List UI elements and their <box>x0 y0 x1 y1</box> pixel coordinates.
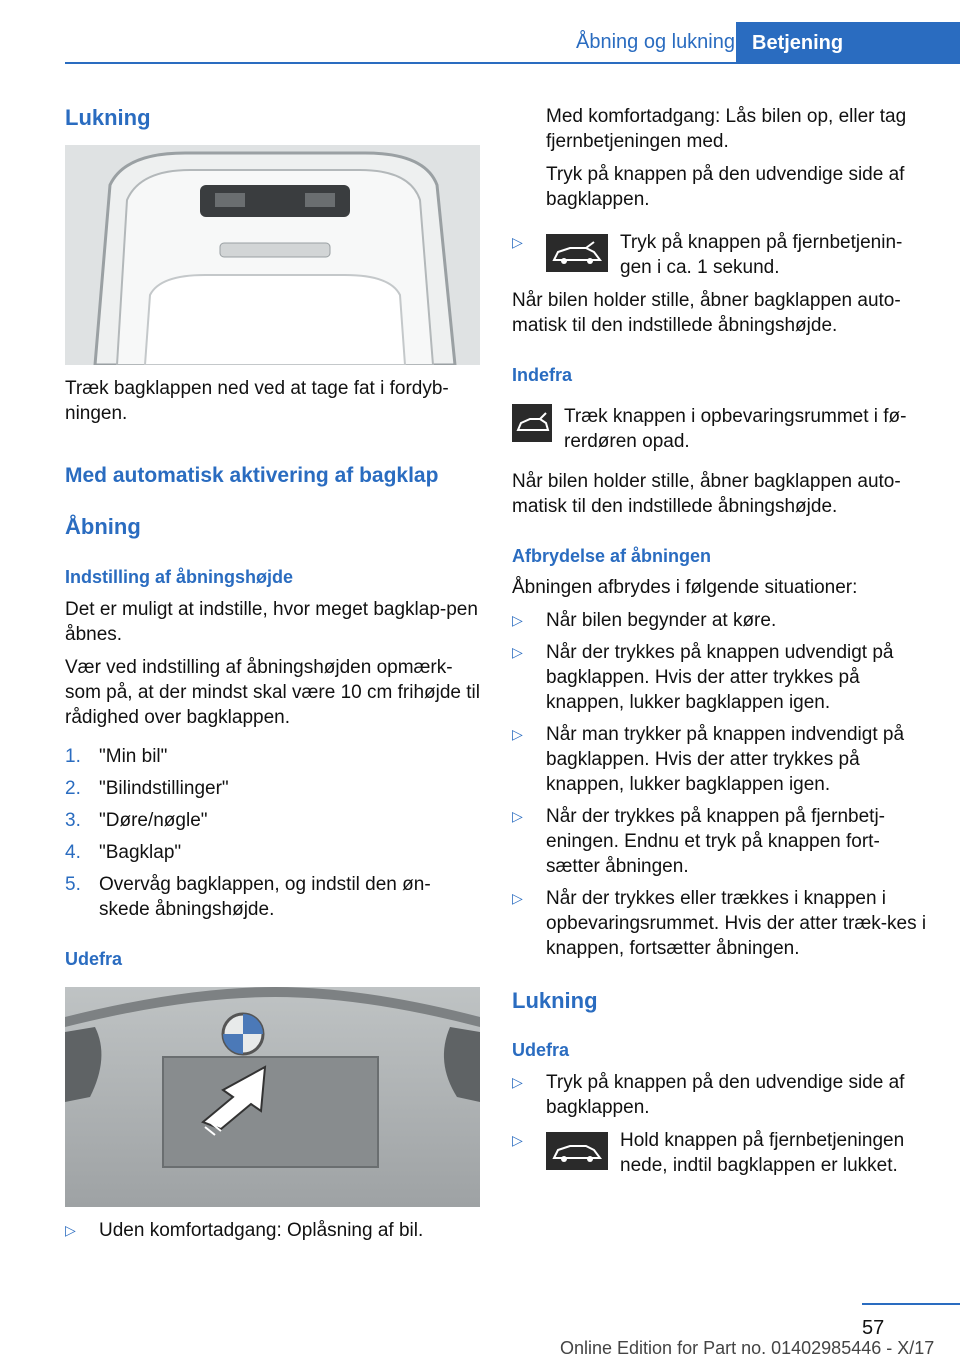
triangle-right-icon: ▷ <box>512 644 523 660</box>
car-tailgate-icon <box>546 234 608 272</box>
triangle-right-icon: ▷ <box>512 234 523 250</box>
triangle-right-icon: ▷ <box>512 1132 523 1148</box>
header-rule <box>65 62 960 64</box>
bullet-text: Uden komfortadgang: Oplåsning af bil. <box>99 1220 424 1241</box>
list-item <box>65 808 480 840</box>
header-tab <box>736 22 960 64</box>
step-text: "Døre/nøgle" <box>99 810 208 831</box>
triangle-right-icon: ▷ <box>512 726 523 742</box>
triangle-right-icon: ▷ <box>512 890 523 906</box>
paragraph-afbrydes: Åbningen afbrydes i følgende situationer: <box>512 577 858 598</box>
list-item <box>65 776 480 808</box>
paragraph-tryk: Tryk på knappen på den udvendige side af bagklappen. <box>546 164 905 210</box>
triangle-right-icon: ▷ <box>512 612 523 628</box>
paragraph-traek-knap: Træk knappen i opbevaringsrummet i fø-rerdøren opad. <box>564 406 907 452</box>
step-text: Overvåg bagklappen, og indstil den øn-skede åbningshøjde. <box>99 874 431 920</box>
figure-tailgate-outside <box>65 987 480 1207</box>
bullet-text: Hold knappen på fjernbetjeningen nede, indtil bagklappen er lukket. <box>620 1130 905 1176</box>
bullet-text: Tryk på knappen på den udvendige side af bagklappen. <box>546 1072 905 1118</box>
paragraph-vaer: Vær ved indstilling af åbningshøjden opmærk-som på, at der mindst skal være 10 cm frihøjde til rådighed over bagklappen. <box>65 657 480 728</box>
header-section-title: Åbning og lukning <box>575 31 735 53</box>
steps-list <box>65 744 480 922</box>
footer-edition: Online Edition for Part no. 01402985446 - X/17 <box>560 1338 935 1358</box>
paragraph-muligt: Det er muligt at indstille, hvor meget bagklap-pen åbnes. <box>65 599 478 645</box>
situation-text: Når der trykkes på knappen på fjernbetj-eningen. Endnu et tryk på knappen fort-sætter åbningen. <box>546 806 886 877</box>
list-item <box>512 1128 932 1184</box>
step-text: "Bagklap" <box>99 842 182 863</box>
header-tab-label: Betjening <box>752 32 844 54</box>
list-item <box>65 872 480 922</box>
heading-udefra-left: Udefra <box>65 949 123 969</box>
heading-aabning: Åbning <box>65 514 141 539</box>
triangle-right-icon: ▷ <box>512 1074 523 1090</box>
heading-lukning-right: Lukning <box>512 988 598 1013</box>
triangle-right-icon: ▷ <box>512 808 523 824</box>
car-tailgate-icon <box>512 404 552 442</box>
list-item <box>512 804 932 879</box>
step-number: 5. <box>65 874 81 895</box>
list-item <box>65 744 480 776</box>
list-item <box>512 886 932 961</box>
heading-indstilling: Indstilling af åbningshøjde <box>65 567 293 587</box>
figure-tailgate-inside <box>65 145 480 365</box>
list-item <box>512 640 932 715</box>
heading-lukning: Lukning <box>65 105 151 130</box>
paragraph-naar2: Når bilen holder stille, åbner bagklappen auto-matisk til den indstillede åbningshøjde. <box>512 471 901 517</box>
situation-text: Når man trykker på knappen indvendigt på bagklappen. Hvis der atter trykkes på knappen, lukker bagklappen igen. <box>546 724 905 795</box>
step-number: 3. <box>65 810 81 831</box>
situation-text: Når der trykkes eller trækkes i knappen i opbevaringsrummet. Hvis der atter træk-kes i knappen, fortsætter åbningen. <box>546 888 927 959</box>
list-item <box>512 1070 932 1120</box>
situations-list <box>512 608 932 961</box>
page-number: 57 <box>862 1317 885 1339</box>
triangle-right-icon: ▷ <box>65 1222 76 1238</box>
step-text: "Min bil" <box>99 746 168 767</box>
situation-text: Når bilen begynder at køre. <box>546 610 777 631</box>
list-item <box>65 1218 480 1243</box>
step-text: "Bilindstillinger" <box>99 778 229 799</box>
bullet-text: Tryk på knappen på fjernbetjenin-gen i ca. 1 sekund. <box>620 232 903 278</box>
car-tailgate-icon <box>546 1132 608 1170</box>
situation-text: Når der trykkes på knappen udvendigt på bagklappen. Hvis der atter trykkes på knappen, lukker bagklappen igen. <box>546 642 894 713</box>
list-item <box>512 722 932 797</box>
heading-indefra: Indefra <box>512 365 573 385</box>
footer-rule <box>862 1303 960 1305</box>
heading-udefra-right: Udefra <box>512 1040 570 1060</box>
step-number: 4. <box>65 842 81 863</box>
list-item <box>65 840 480 872</box>
paragraph-naar1: Når bilen holder stille, åbner bagklappen auto-matisk til den indstillede åbningshøjde. <box>512 290 901 336</box>
paragraph-traek: Træk bagklappen ned ved at tage fat i fordyb-ningen. <box>65 378 449 424</box>
list-item <box>512 608 932 633</box>
step-number: 2. <box>65 778 81 799</box>
heading-afbrydelse: Afbrydelse af åbningen <box>512 546 712 566</box>
step-number: 1. <box>65 746 81 767</box>
paragraph-med: Med komfortadgang: Lås bilen op, eller tag fjernbetjeningen med. <box>546 106 907 152</box>
heading-auto: Med automatisk aktivering af bagklap <box>65 464 439 487</box>
